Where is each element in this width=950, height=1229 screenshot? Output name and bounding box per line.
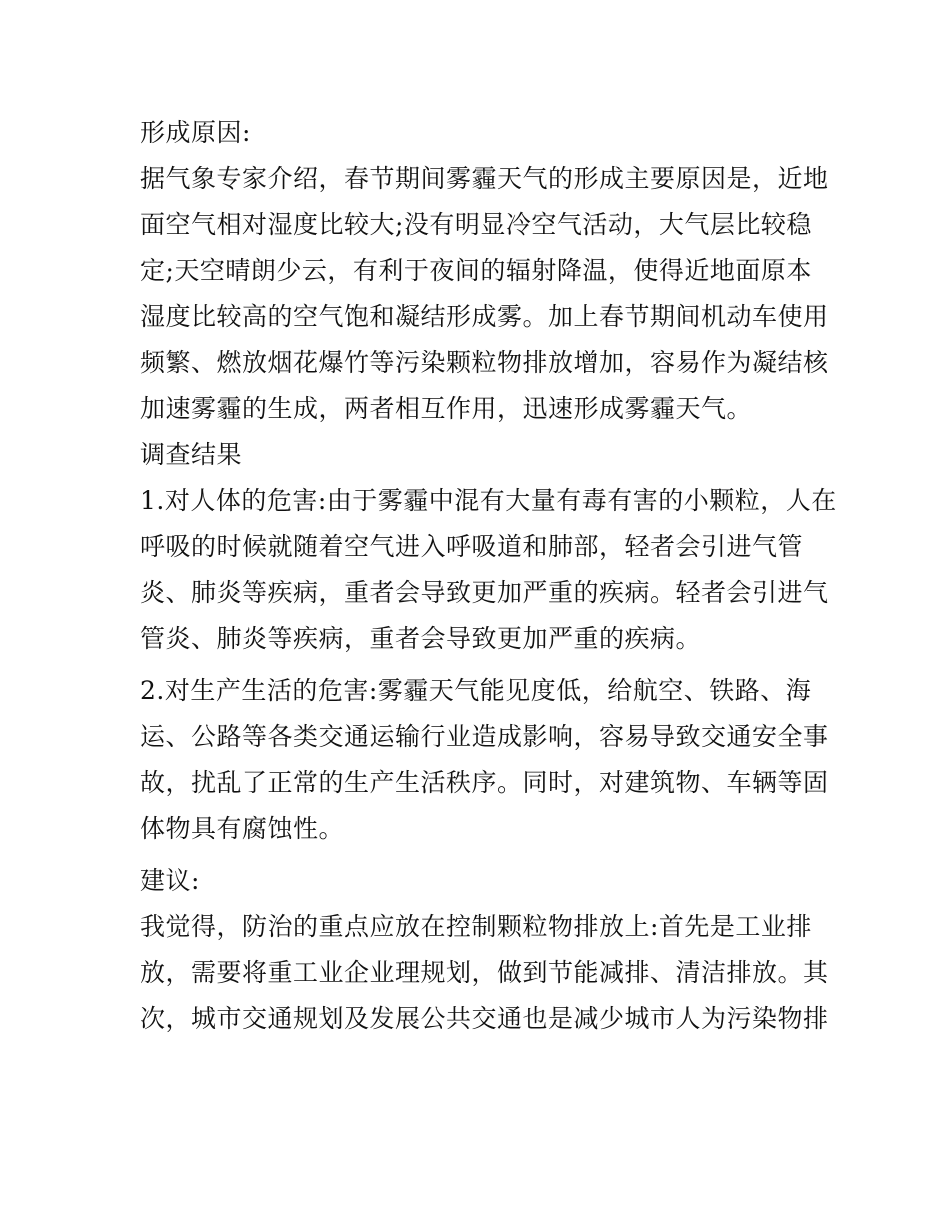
paragraph-line: 我觉得，防治的重点应放在控制颗粒物排放上:首先是工业排 bbox=[140, 912, 812, 941]
list-item-line: 2.对生产生活的危害:雾霾天气能见度低，给航空、铁路、海 bbox=[140, 676, 812, 705]
section-heading-results: 调查结果 bbox=[140, 440, 243, 469]
list-item-line: 呼吸的时候就随着空气进入呼吸道和肺部，轻者会引进气管 bbox=[140, 532, 804, 561]
list-item-line: 体物具有腐蚀性。 bbox=[140, 814, 345, 843]
paragraph-line: 频繁、燃放烟花爆竹等污染颗粒物排放增加，容易作为凝结核 bbox=[140, 348, 829, 377]
list-item-line: 运、公路等各类交通运输行业造成影响，容易导致交通安全事 bbox=[140, 722, 829, 751]
section-heading-causes: 形成原因: bbox=[140, 118, 251, 147]
list-item-line: 炎、肺炎等疾病，重者会导致更加严重的疾病。轻者会引进气 bbox=[140, 578, 829, 607]
list-item-line: 故，扰乱了正常的生产生活秩序。同时，对建筑物、车辆等固 bbox=[140, 768, 829, 797]
paragraph-line: 据气象专家介绍，春节期间雾霾天气的形成主要原因是，近地 bbox=[140, 164, 829, 193]
paragraph-line: 湿度比较高的空气饱和凝结形成雾。加上春节期间机动车使用 bbox=[140, 302, 829, 331]
document-page bbox=[140, 110, 837, 1042]
paragraph-line: 放，需要将重工业企业理规划，做到节能减排、清洁排放。其 bbox=[140, 958, 829, 987]
paragraph-line: 面空气相对湿度比较大;没有明显冷空气活动，大气层比较稳 bbox=[140, 210, 812, 239]
paragraph-line: 定;天空晴朗少云，有利于夜间的辐射降温，使得近地面原本 bbox=[140, 256, 812, 285]
list-item-line: 1.对人体的危害:由于雾霾中混有大量有毒有害的小颗粒，人在 bbox=[140, 486, 837, 515]
paragraph-line: 次，城市交通规划及发展公共交通也是减少城市人为污染物排 bbox=[140, 1004, 829, 1033]
list-item-line: 管炎、肺炎等疾病，重者会导致更加严重的疾病。 bbox=[140, 624, 702, 653]
paragraph-line: 加速雾霾的生成，两者相互作用，迅速形成雾霾天气。 bbox=[140, 394, 753, 423]
section-heading-suggestions: 建议: bbox=[140, 866, 200, 895]
